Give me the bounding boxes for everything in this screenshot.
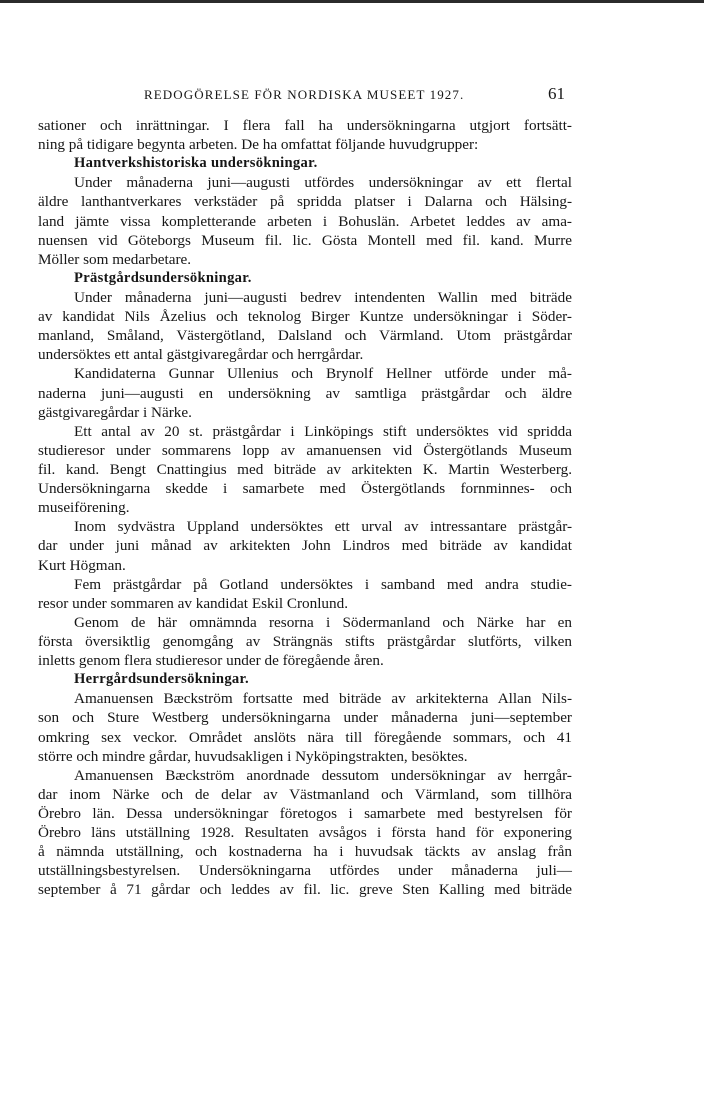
text-line: fil. kand. Bengt Cnattingius med biträde av arkitekten K. Martin Westerberg. xyxy=(38,460,572,478)
text-line: son och Sture Westberg undersökningarna under månaderna juni—september xyxy=(38,709,572,727)
text-line: Möller som medarbetare. xyxy=(38,250,192,268)
top-border-rule xyxy=(0,0,704,3)
text-line: Örebro läns utställning 1928. Resultaten avsågos i första hand för exponering xyxy=(38,824,572,842)
text-line: Fem prästgårdar på Gotland undersöktes i samband med andra studie- xyxy=(74,575,572,593)
page-number: 61 xyxy=(548,84,565,103)
text-line: museiförening. xyxy=(38,499,130,517)
text-line: nuensen vid Göteborgs Museum fil. lic. Gösta Montell med fil. kand. Murre xyxy=(38,231,572,249)
text-line: undersöktes ett antal gästgivaregårdar och herrgårdar. xyxy=(38,346,364,364)
text-line: naderna juni—augusti en undersökning av samtliga prästgårdar och äldre xyxy=(38,384,572,402)
text-line: Kandidaterna Gunnar Ullenius och Brynolf Hellner utförde under må- xyxy=(74,365,572,383)
text-line: september å 71 gårdar och leddes av fil. lic. greve Sten Kalling med biträde xyxy=(38,881,572,899)
text-line: Inom sydvästra Uppland undersöktes ett urval av intressantare prästgår- xyxy=(74,518,572,536)
running-head: REDOGÖRELSE FÖR NORDISKA MUSEET 1927. xyxy=(144,87,465,102)
text-line: Under månaderna juni—augusti bedrev intendenten Wallin med biträde xyxy=(74,288,572,306)
text-line: Ett antal av 20 st. prästgårdar i Linköpings stift undersöktes vid spridda xyxy=(74,422,572,440)
text-line: ning på tidigare begynta arbeten. De ha omfattat följande huvudgrupper: xyxy=(38,136,479,154)
text-line: Genom de här omnämnda resorna i Södermanland och Närke har en xyxy=(74,613,572,631)
section-heading: Prästgårdsundersökningar. xyxy=(74,269,252,286)
text-line: Amanuensen Bæckström anordnade dessutom undersökningar av herrgår- xyxy=(74,766,572,784)
text-line: omkring sex veckor. Området anslöts nära till föregående sommars, och 41 xyxy=(38,728,572,746)
text-line: utställningsbestyrelsen. Undersökningarna utfördes under månaderna juli— xyxy=(38,862,572,880)
text-line: studieresor under sommarens lopp av amanuensen vid Östergötlands Museum xyxy=(38,441,572,459)
text-line: första översiktlig genomgång av Strängnäs stifts prästgårdar slutförts, vilken xyxy=(38,632,572,650)
text-line: av kandidat Nils Åzelius och teknolog Birger Kuntze undersökningar i Söder- xyxy=(38,308,572,326)
section-heading: Hantverkshistoriska undersökningar. xyxy=(74,155,318,172)
text-line: äldre lanthantverkares verkstäder på spridda platser i Dalarna och Hälsing- xyxy=(38,193,572,211)
text-line: Amanuensen Bæckström fortsatte med biträde av arkitekterna Allan Nils- xyxy=(74,690,572,708)
text-line: Örebro län. Dessa undersökningar företogos i samarbete med bestyrelsen för xyxy=(38,804,572,822)
text-line: inletts genom flera studieresor under de föregående åren. xyxy=(38,652,384,670)
text-line: Under månaderna juni—augusti utfördes undersökningar av ett flertal xyxy=(74,174,572,192)
text-line: dar under juni månad av arkitekten John Lindros med biträde av kandidat xyxy=(38,537,572,555)
text-line: gästgivaregårdar i Närke. xyxy=(38,403,192,421)
section-heading: Herrgårdsundersökningar. xyxy=(74,671,249,688)
text-line: å nämnda utställning, och kostnaderna ha i huvudsak täckts av anslag från xyxy=(38,843,572,861)
text-line: resor under sommaren av kandidat Eskil Cronlund. xyxy=(38,594,349,612)
body-text xyxy=(38,116,572,899)
text-line: land jämte vissa kompletterande arbeten i Bohuslän. Arbetet leddes av ama- xyxy=(38,212,572,230)
text-line: Kurt Högman. xyxy=(38,556,126,574)
text-line: större och mindre gårdar, huvudsakligen i Nyköpingstrakten, besöktes. xyxy=(38,747,468,765)
text-line: sationer och inrättningar. I flera fall ha undersökningarna utgjort fortsätt- xyxy=(38,117,572,134)
text-line: dar inom Närke och de delar av Västmanland och Värmland, som tillhöra xyxy=(38,785,572,803)
text-line: Undersökningarna skedde i samarbete med Östergötlands fornminnes- och xyxy=(38,480,572,498)
text-line: manland, Småland, Västergötland, Dalsland och Värmland. Utom prästgårdar xyxy=(38,327,572,345)
